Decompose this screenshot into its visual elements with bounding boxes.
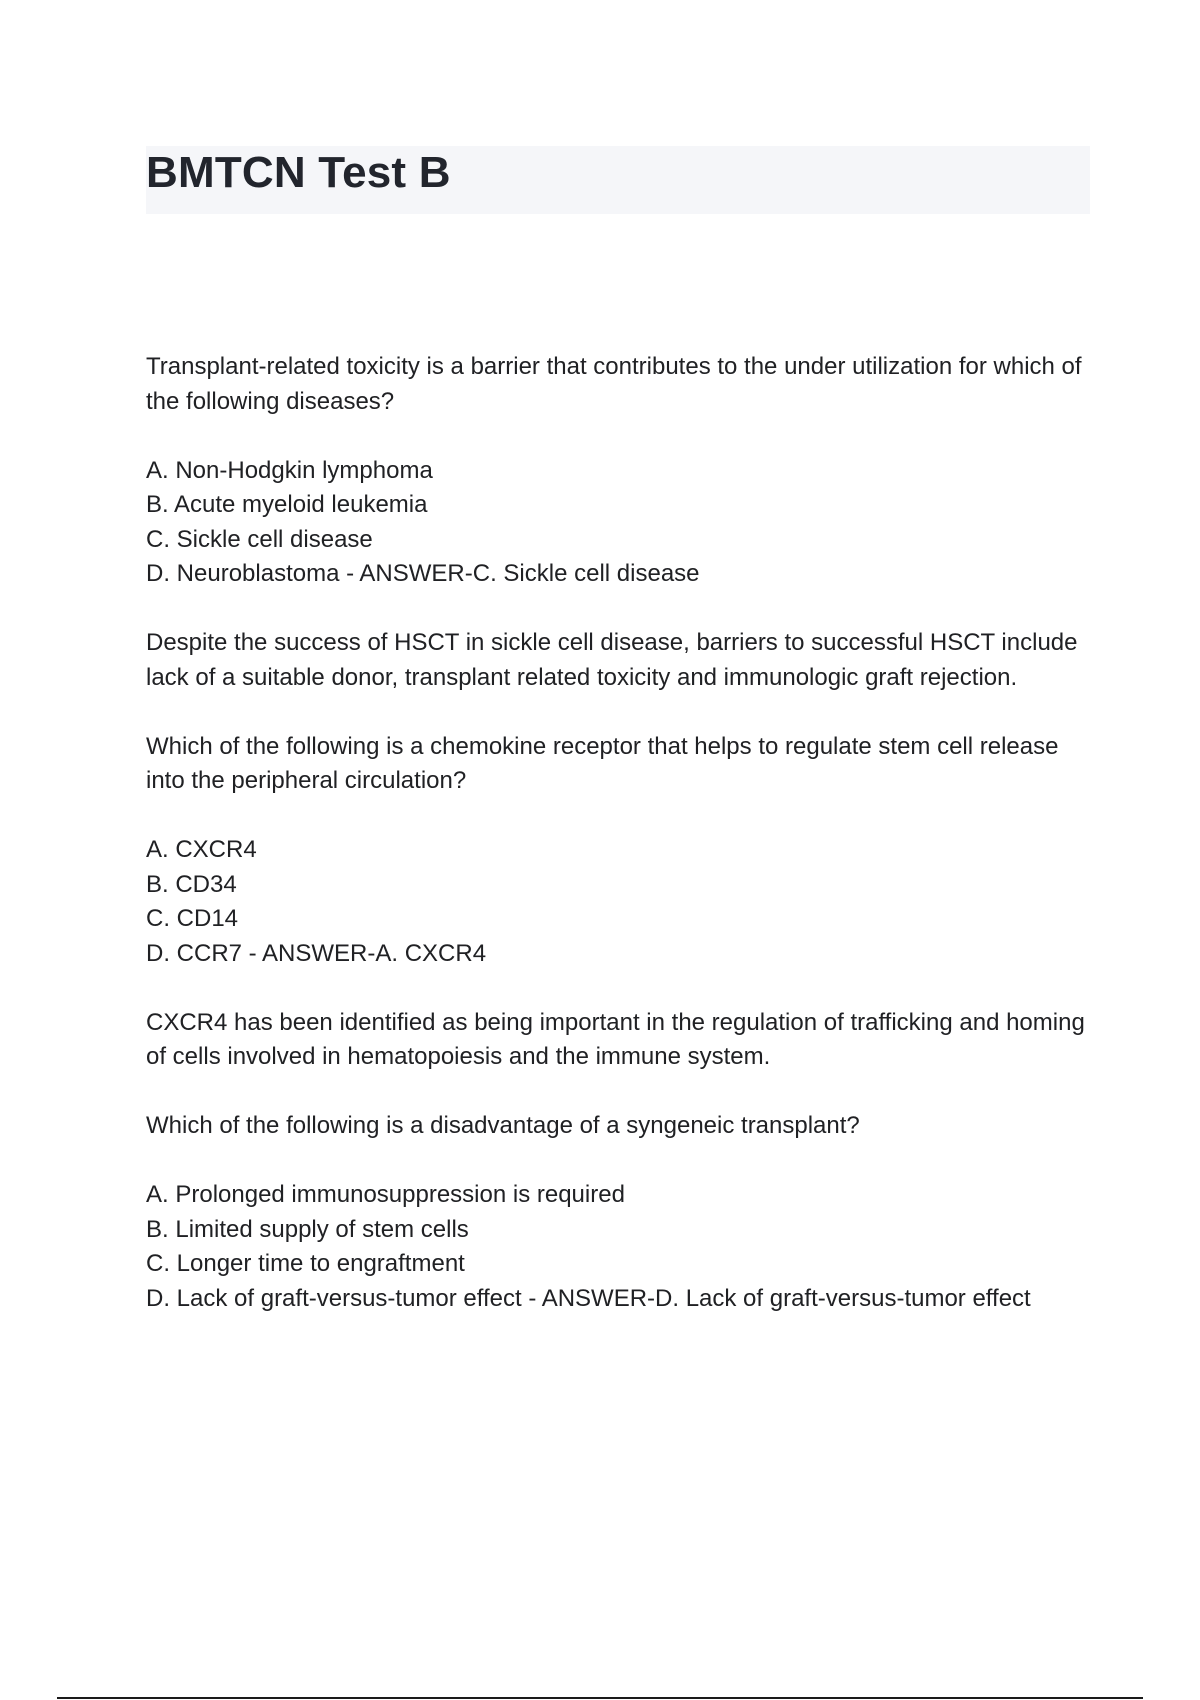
question-1: Transplant-related toxicity is a barrier that contributes to the under utilization for which of the following diseases? xyxy=(146,353,1082,415)
option-3d-answer: D. Lack of graft-versus-tumor effect - ANSWER-D. Lack of graft-versus-tumor effect xyxy=(146,1284,1031,1312)
option-3b: B. Limited supply of stem cells xyxy=(146,1215,469,1243)
spacer xyxy=(146,799,1086,834)
options-list-1 xyxy=(146,454,1086,592)
document-body xyxy=(146,350,1086,1316)
option-2d-answer: D. CCR7 - ANSWER-A. CXCR4 xyxy=(146,939,487,967)
option-3a: A. Prolonged immunosuppression is required xyxy=(146,1181,625,1208)
option-2b: B. CD34 xyxy=(146,870,237,898)
option-1a: A. Non-Hodgkin lymphoma xyxy=(146,456,433,484)
spacer xyxy=(146,419,1086,454)
spacer xyxy=(146,592,1086,627)
options-list-3 xyxy=(146,1178,1086,1316)
spacer xyxy=(146,1075,1086,1110)
spacer xyxy=(146,695,1086,730)
option-1c: C. Sickle cell disease xyxy=(146,525,373,553)
footer-divider xyxy=(57,1697,1143,1699)
explanation-1: Despite the success of HSCT in sickle cell disease, barriers to successful HSCT include lack of a suitable donor, transplant related toxicity and immunologic graft rejection. xyxy=(146,629,1078,691)
option-1b: B. Acute myeloid leukemia xyxy=(146,491,428,518)
spacer xyxy=(146,971,1086,1006)
option-2a: A. CXCR4 xyxy=(146,836,257,863)
option-2c: C. CD14 xyxy=(146,905,239,932)
options-list-2 xyxy=(146,833,1086,971)
page-title: BMTCN Test B xyxy=(146,148,451,197)
option-3c: C. Longer time to engraftment xyxy=(146,1250,465,1277)
question-2: Which of the following is a chemokine receptor that helps to regulate stem cell release into the peripheral circulation? xyxy=(146,732,1059,794)
title-bar xyxy=(146,146,1090,214)
explanation-2: CXCR4 has been identified as being important in the regulation of trafficking and homing of cells involved in hematopoiesis and the immune system. xyxy=(146,1008,1085,1070)
spacer xyxy=(146,1144,1086,1179)
question-3: Which of the following is a disadvantage of a syngeneic transplant? xyxy=(146,1112,860,1139)
option-1d-answer: D. Neuroblastoma - ANSWER-C. Sickle cell disease xyxy=(146,560,700,587)
